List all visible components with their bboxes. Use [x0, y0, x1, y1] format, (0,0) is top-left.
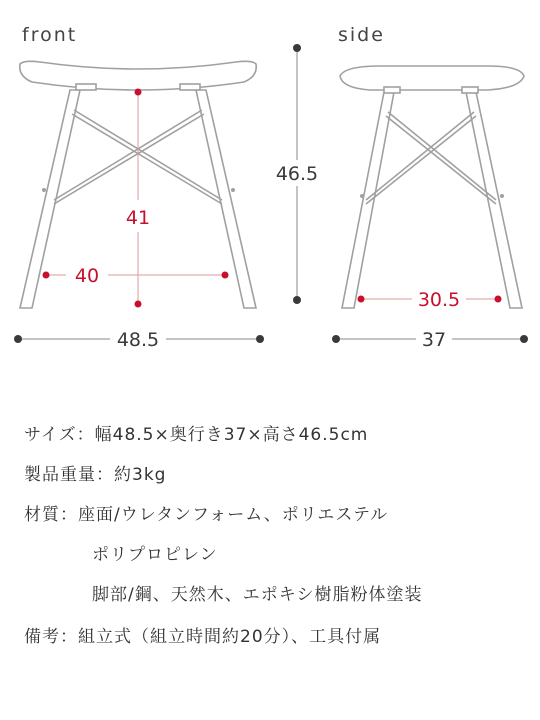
spec-weight-label: 製品重量： — [24, 465, 114, 485]
front-bracket-right — [180, 84, 200, 90]
spec-material-cont-2-value: 脚部/鋼、天然木、エポキシ樹脂粉体塗装 — [92, 585, 423, 605]
front-seat — [20, 61, 257, 90]
spec-material — [24, 500, 388, 525]
spec-weight — [24, 460, 166, 485]
spec-weight-value: 約3kg — [114, 465, 167, 485]
spec-material-cont-2 — [92, 580, 423, 605]
spec-size-label: サイズ： — [24, 425, 95, 445]
side-seat — [340, 66, 524, 90]
spec-material-cont-1 — [92, 540, 218, 565]
side-bracket-right — [462, 87, 478, 93]
side-leg-left — [342, 92, 394, 308]
front-rod-2b — [54, 114, 204, 204]
front-bracket-left — [76, 84, 96, 90]
front-inner-width-label: 40 — [74, 265, 100, 287]
front-rod-2 — [54, 110, 202, 200]
spec-material-label: 材質： — [24, 505, 78, 525]
side-bracket-left — [384, 87, 400, 93]
front-leg-height-label: 41 — [125, 207, 151, 229]
total-height-dimension — [276, 44, 318, 304]
spec-notes-label: 備考： — [24, 627, 78, 647]
front-inner-width-dimension — [43, 265, 229, 287]
side-inner-depth-dimension — [358, 289, 502, 311]
side-view-stool — [340, 66, 524, 308]
front-view-label: front — [22, 24, 78, 46]
spec-notes-value: 組立式（組立時間約20分）、工具付属 — [78, 627, 382, 647]
spec-size — [24, 420, 368, 445]
front-total-width-label: 48.5 — [116, 329, 160, 351]
side-total-depth-dimension — [332, 329, 528, 351]
front-rod-1b — [72, 114, 222, 204]
spec-material-value: 座面/ウレタンフォーム、ポリエステル — [78, 505, 389, 525]
total-height-label: 46.5 — [275, 163, 319, 185]
spec-size-value: 幅48.5×奥行き37×高さ46.5cm — [94, 425, 369, 445]
side-total-depth-label: 37 — [421, 329, 447, 351]
front-total-width-dimension — [14, 329, 264, 351]
side-leg-right — [466, 92, 522, 308]
side-inner-depth-label: 30.5 — [417, 289, 461, 311]
spec-material-cont-1-value: ポリプロピレン — [92, 545, 218, 565]
spec-notes — [24, 622, 381, 647]
front-rod-1 — [74, 110, 222, 200]
side-view-label: side — [338, 24, 385, 46]
